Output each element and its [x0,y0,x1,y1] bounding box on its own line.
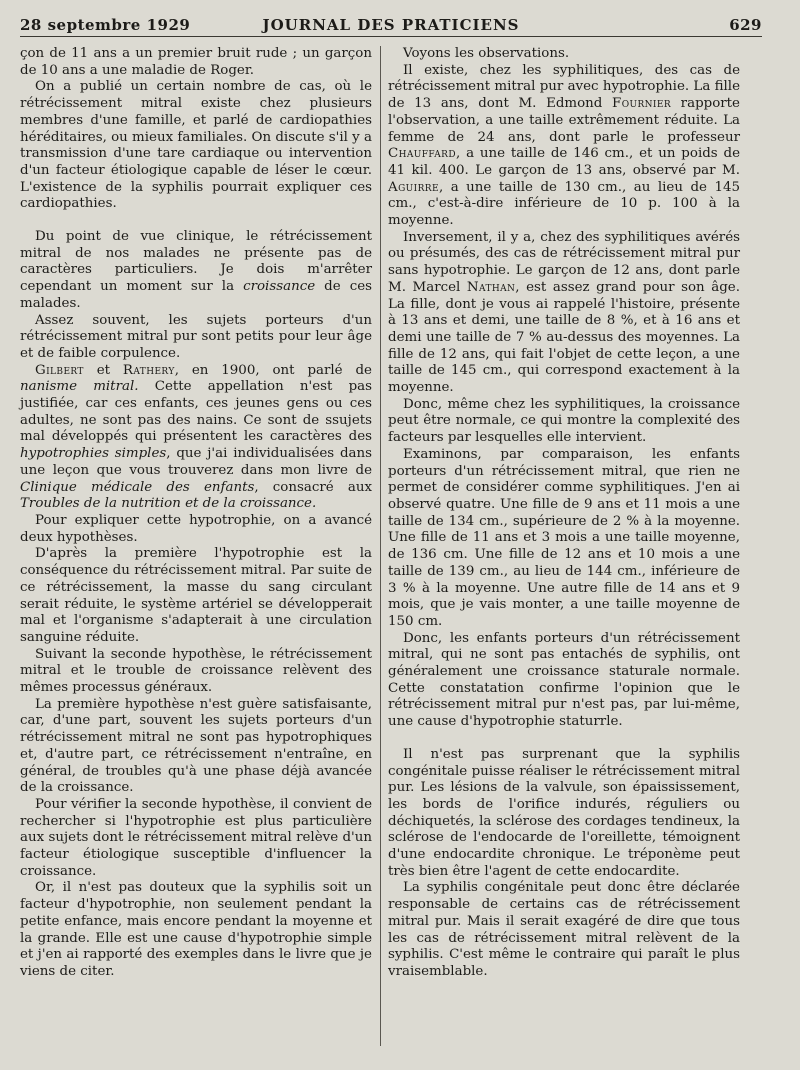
paragraph: D'après la première l'hypotrophie est la conséquence du rétrécissement mitral. Par suite de ce rétrécissement, la masse du sang circulant serait réduite, le système artériel se développerait mal et l'organisme s'adapterait à une circulation sanguine réduite. [20,546,372,645]
text-run: Cette appellation n'est pas justifiée, car ces enfants, ces jeunes gens ou ces adultes, ne sont pas des nains. Ce sont de ssujets mal développés qui présentent les caractères des [20,379,372,445]
text-run: rapporte l'observation, a une taille extrêmement réduite. La femme de 24 ans, dont parle le professeur [388,96,740,145]
paragraph: Pour vérifier la seconde hypothèse, il convient de rechercher si l'hypotrophie est plus particulière aux sujets dont le rétrécissement mitral relève d'un facteur étiologique susceptible d'influencer la croissance. [20,796,372,879]
paragraph [20,363,372,513]
author-name: Fournier [612,96,672,112]
book-title: Troubles de la nutrition et de la croissance. [20,496,317,512]
paragraph [388,63,740,230]
text-run: , a une taille de 146 cm., et un poids de 41 kil. 400. Le garçon de 13 ans, observé par M. [388,146,740,178]
left-column [20,46,372,981]
author-name: Nathan [466,279,516,295]
paragraph: Donc, même chez les syphilitiques, la croissance peut être normale, ce qui montre la complexité des facteurs par lesquelles elle intervient. [388,396,740,446]
text-run: et [83,362,123,378]
author-name: Chauffard [388,146,456,162]
paragraph [388,230,740,397]
paragraph: Assez souvent, les sujets porteurs d'un rétrécissement mitral pur sont petits pour leur âge et de faible corpulence. [20,312,372,361]
text-run: , consacré aux [254,479,372,495]
header-date: 28 septembre 1929 [20,16,191,34]
emphasis: nanisme mitral. [20,379,139,395]
header-journal-title: JOURNAL DES PRATICIENS [262,16,520,34]
paragraph: Voyons les observations. [403,46,570,61]
author-name: Rathery [122,362,175,378]
text-run: , en 1900, ont parlé de [174,362,372,378]
paragraph: Donc, les enfants porteurs d'un rétrécissement mitral, qui ne sont pas entachés de syphilis, ont généralement une croissance staturale normale. Cette constatation confirme l'opinion que le rétrécissement mitral pur n'est pas, par lui-même, une cause d'hypotrophie staturrle. [388,630,740,730]
author-name: Gilbert [35,362,84,378]
text-run: Du point de vue clinique, le rétrécissement mitral de nos malades ne présente pas de caractères particuliers. Je dois m'arrêter cependant un moment sur la [20,229,372,295]
right-column [388,46,740,981]
paragraph: Or, il n'est pas douteux que la syphilis soit un facteur d'hypotrophie, non seulement pendant la petite enfance, mais encore pendant la moyenne et la grande. Elle est une cause d'hypotrophie simple et j'en ai rapporté des exemples dans le livre que je viens de citer. [20,880,372,979]
paragraph: La syphilis congénitale peut donc être déclarée responsable de certains cas de rétrécissement mitral pur. Mais il serait exagéré de dire que tous les cas de rétrécissement mitral relèvent de la syphilis. C'est même le contraire qui paraît le plus vraisemblable. [388,880,740,979]
text-run: de ces malades. [20,279,372,311]
paragraph: Examinons, par comparaison, les enfants porteurs d'un rétrécissement mitral, que rien ne permet de considérer comme syphilitiques. J'en ai observé quatre. Une fille de 9 ans et 11 mois a une taille de 134 cm., supérieure de 2 % à la moyenne. Une fille de 11 ans et 3 mois a une taille moyenne, de 136 cm. Une fille de 12 ans et 10 mois a une taille de 139 cm., au lieu de 144 cm., inférieure de 3 % à la moyenne. Une autre fille de 14 ans et 9 mois, que je vais monter, a une taille moyenne de 150 cm. [388,446,740,629]
author-name: Aguirre [388,179,439,195]
paragraph: Suivant la seconde hypothèse, le rétrécissement mitral et le trouble de croissance relèvent des mêmes processus généraux. [20,646,372,696]
paragraph: Il n'est pas surprenant que la syphilis congénitale puisse réaliser le rétrécissement mitral pur. Les lésions de la valvule, son épaississement, les bords de l'orifice indurés, réguliers ou déchiquetés, la sclérose des cordages tendineux, la sclérose de l'endocarde de l'oreillette, témoignent d'une endocardite chronique. Le tréponème peut très bien être l'agent de cette endocardite. [388,746,740,879]
running-header [20,12,762,37]
paragraph: Pour expliquer cette hypotrophie, on a avancé deux hypothèses. [20,512,372,545]
emphasis: croissance [243,279,316,295]
paragraph [20,229,372,313]
text-run: , est assez grand pour son âge. La fille, dont je vous ai rappelé l'histoire, présente à 13 ans et demi, une taille de 8 %, et à 16 ans et demi une taille de 7 % au-dessus des moyennes. La fille de 12 ans, qui fait l'objet de cette leçon, a une taille de 145 cm., qui correspond exactement à la moyenne. [388,279,740,396]
text-run: , que j'ai individualisées dans une leçon que vous trouverez dans mon livre de [20,446,373,478]
column-divider [380,46,381,1046]
paragraph: On a publié un certain nombre de cas, où le rétrécissement mitral existe chez plusieurs membres d'une famille, et parlé de cardiopathies héréditaires, ou mieux familiales. On discute s'il y a transmission d'une tare cardiaque ou intervention d'un facteur étiologique capable de léser le cœur. L'existence de la syphilis pourrait expliquer ces cardiopathies. [20,79,372,212]
text-run: Inversement, il y a, chez des syphilitiques avérés ou présumés, des cas de rétrécissement mitral pur sans hypotrophie. Le garçon de 12 ans, dont parle M. Marcel [388,229,740,295]
emphasis: hypotrophies simples [20,446,167,462]
paragraph: La première hypothèse n'est guère satisfaisante, car, d'une part, souvent les sujets porteurs d'un rétrécissement mitral ne sont pas hypotrophiques et, d'autre part, ce rétrécissement n'entraîne, en général, de troubles qu'à une phase déjà avancée de la croissance. [20,696,372,796]
book-title: Clinique médicale des enfants [20,479,255,495]
text-run: , a une taille de 130 cm., au lieu de 145 cm., c'est-à-dire inférieure de 10 p. 100 à la moyenne. [388,179,740,229]
text-run: Il existe, chez les syphilitiques, des cas de rétrécissement mitral pur avec hypotrophie. La fille de 13 ans, dont M. Edmond [388,62,740,112]
paragraph: çon de 11 ans a un premier bruit rude ; un garçon de 10 ans a une maladie de Roger. [20,46,372,78]
header-page-number: 629 [729,16,762,34]
